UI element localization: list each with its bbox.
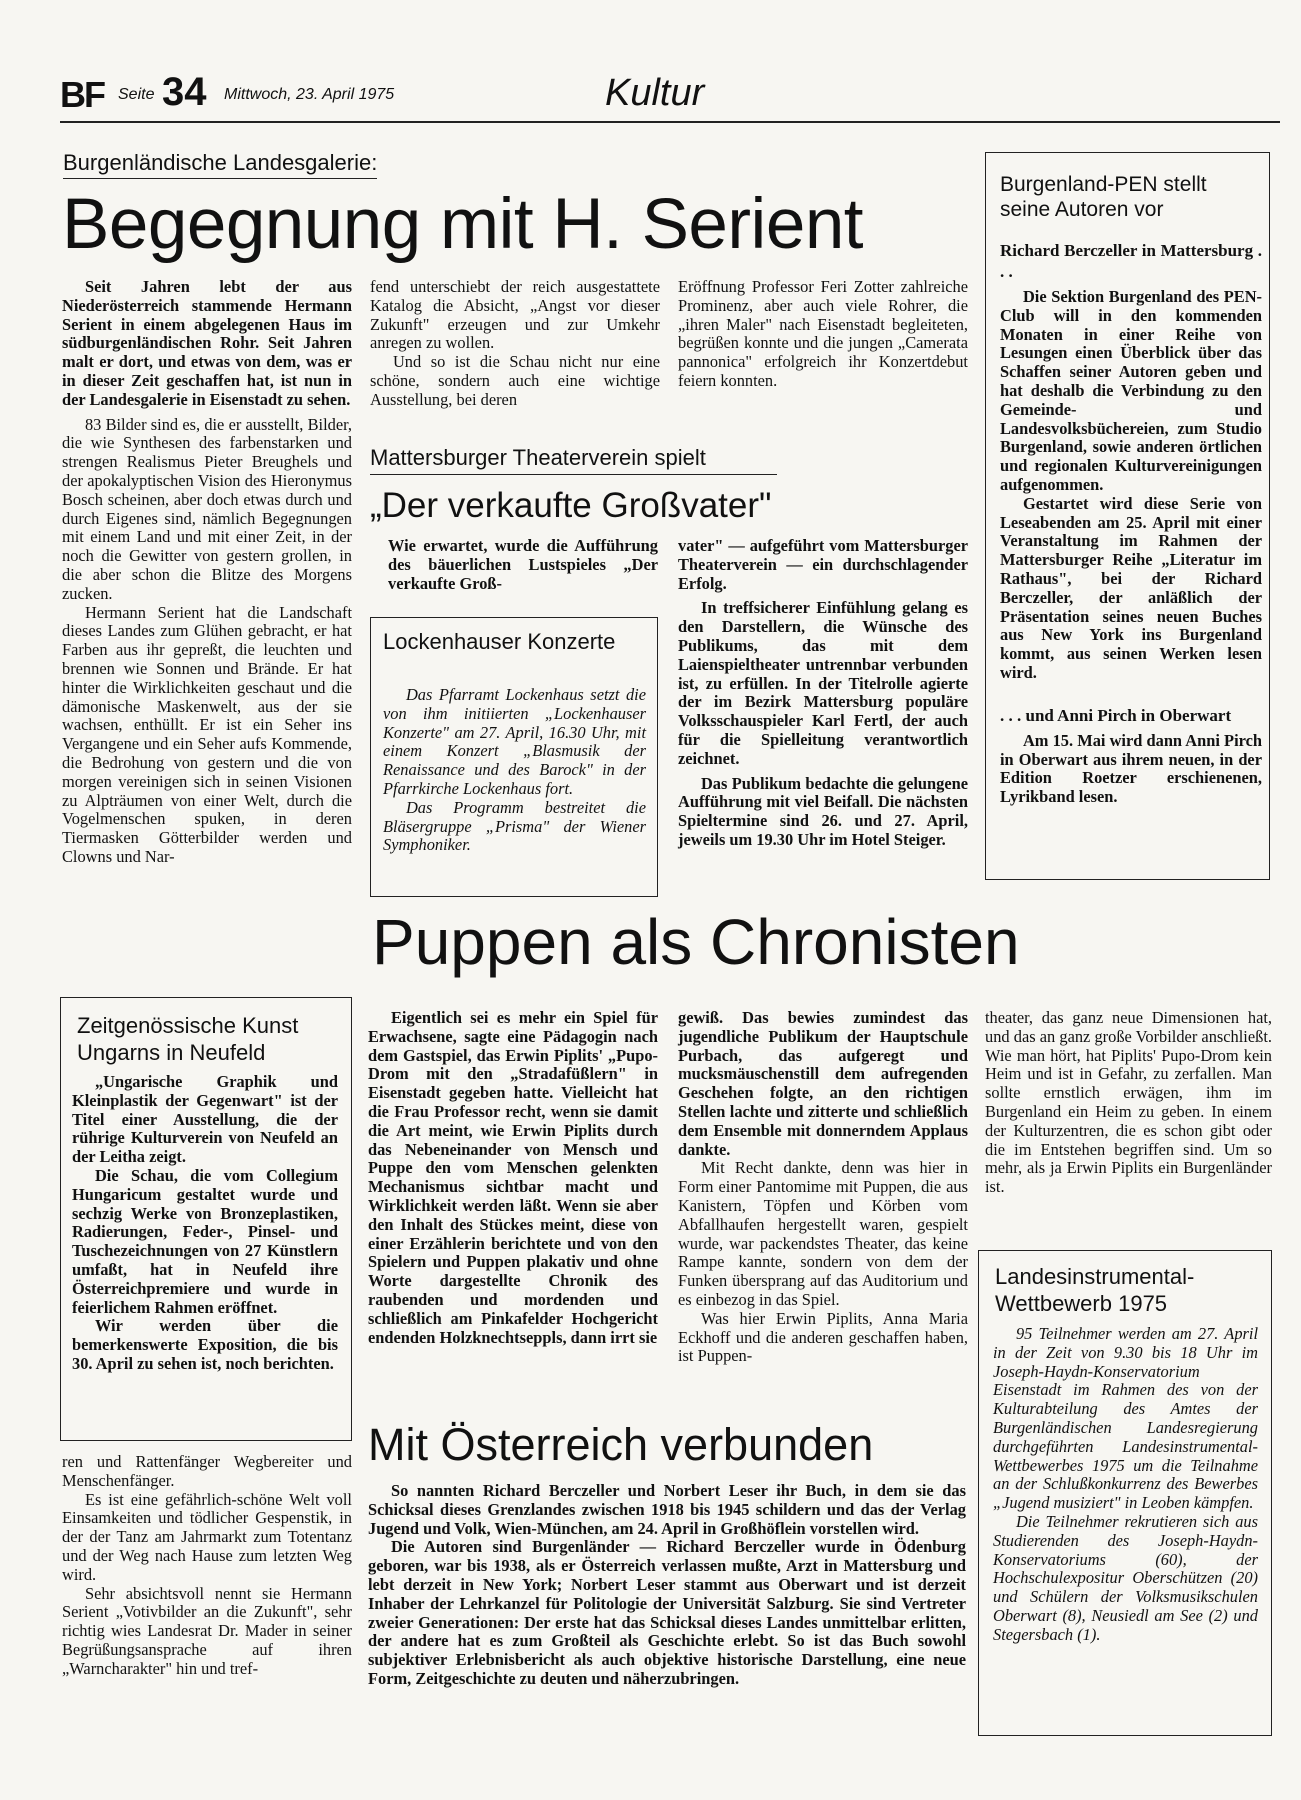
neufeld-body (72, 1073, 338, 1374)
article1-kicker: Burgenländische Landesgalerie: (63, 150, 377, 179)
theater-lead-left (388, 537, 658, 593)
oesterreich-paragraph: Die Autoren sind Burgenländer — Richard Berczeller wurde in Ödenburg geboren, war bis 1938, als er Österreich verlassen mußte, Arzt in Mattersburg und lebt derzeit in New York; Norbert Leser stammt aus Oberwart und ist derzeit Inhaber der Lehrkanzel für Politologie der Universität Salzburg. Sie sind Vertreter zweier Generationen: Der erste hat das Schicksal dieses Landes unmittelbar erlitten, der andere hat es zum Großteil als Geschichte erlebt. So ist das Buch sowohl subjektiver Erlebnisbericht als auch objektive historische Darstellung, eine neue Form, Zeitgeschichte zu deuten und näherzubringen. (368, 1537, 966, 1688)
puppen-col2 (678, 1009, 968, 1366)
article1-col3 (678, 278, 968, 391)
wettbewerb-title: Landesinstrumental-Wettbewerb 1975 (995, 1264, 1195, 1316)
article1-paragraph: Eröffnung Professor Feri Zotter zahlreiche Prominenz, aber auch viele Rohrer, die „ihren Maler" nach Eisenstadt begleiteten, begrüßen konnte und die jungen „Camerata pannonica" erfolgreich ihr Konzertdebut feiern konnten. (678, 277, 968, 390)
puppen-headline: Puppen als Chronisten (372, 906, 1020, 978)
lockenhaus-paragraph: Das Programm bestreitet die Bläsergruppe „Prisma" der Wiener Symphoniker. (383, 797, 646, 855)
neufeld-title: Zeitgenössische Kunst Ungarns in Neufeld (77, 1013, 299, 1065)
section-title: Kultur (605, 72, 705, 114)
lockenhaus-body (383, 686, 646, 855)
oesterreich-paragraph: So nannten Richard Berczeller und Norbert Leser ihr Buch, in dem sie das Schicksal dieses Grenzlandes zwischen 1918 bis 1945 schildern und das der Verlag Jugend und Volk, Wien-München, am 24. April in Großhöflein vorstellen wird. (368, 1481, 966, 1538)
puppen-paragraph: gewiß. Das bewies zumindest das jugendliche Publikum der Hauptschule Purbach, das aufgeregt und mucksmäuschenstill dem aufregenden Geschehen folgte, an den richtigen Stellen lachte und zitterte und schließlich dem Ensemble mit donnerndem Applaus dankte. (678, 1008, 968, 1159)
article1-paragraph: 83 Bilder sind es, die er ausstellt, Bilder, die wie Synthesen des farbenstarken und strengen Realismus Pieter Breughels und der apokalyptischen Vision des Hieronymus Bosch scheinen, aber doch etwas durch und durch Eigenes sind, nämlich Begegnungen mit einem Land und mit einer Zeit, in der noch die Gewitter von gestern grollen, in die aber schon die Blitze des Morgens zucken. (62, 414, 352, 603)
pen-subhead: Richard Berczeller in Mattersburg . . . (1000, 241, 1262, 281)
article1-paragraph: Hermann Serient hat die Landschaft dieses Landes zum Glühen gebracht, er hat Farben aus ihr gepreßt, die leuchten und brennen wie Sonnen und Brände. Er hat hinter die Wirklichkeiten geschaut und die dämonische Maskenwelt, aus der sie wachsen, enthüllt. Er ist ein Seher ins Vergangene und ein Seher aufs Kommende, die Bedrohung von gestern und die von morgen vereinigen sich in seinen Visionen zu Alpträumen von einer Welt, durch die Vogelmenschen spuken, in deren Tiermasken Götterbilder werden und Clowns und Nar- (62, 602, 352, 866)
article1-paragraph: Und so ist die Schau nicht nur eine schöne, sondern auch eine wichtige Ausstellung, bei deren (370, 352, 660, 409)
theater-paragraph: Das Publikum bedachte die gelungene Aufführung mit viel Beifall. Die nächsten Spieltermine sind 26. und 27. April, jeweils um 19.30 Uhr im Hotel Steiger. (678, 773, 968, 849)
theater-paragraph: Wie erwartet, wurde die Aufführung des bäuerlichen Lustspieles „Der verkaufte Groß- (388, 536, 658, 593)
pen-subhead: . . . und Anni Pirch in Oberwart (1000, 705, 1232, 725)
pen-paragraph: Am 15. Mai wird dann Anni Pirch in Oberwart aus ihrem neuen, in der Edition Roetzer erschienenen, Lyrikband lesen. (1000, 730, 1262, 807)
wettbewerb-body (993, 1325, 1258, 1645)
neufeld-paragraph: Die Schau, die vom Collegium Hungaricum gestaltet wurde und sechzig Werke von Bronzeplastiken, Radierungen, Feder-, Pinsel- und Tuschezeichnungen von 27 Künstlern umfaßt, hat in Neufeld ihre Österreichpremiere und wurde in feierlichem Rahmen eröffnet. (72, 1165, 338, 1317)
puppen-paragraph: theater, das ganz neue Dimensionen hat, und das an ganz große Vorbilder anschließt. Wie man hört, hat Piplits' Pupo-Drom kein Heim und ist in Gefahr, zu zerfallen. Man sollte ernstlich erwägen, ihm im Burgenland ein Heim zu geben. In einem der Kulturzentren, die es schon gibt oder die im Entstehen begriffen sind. Um so mehr, als ja Erwin Piplits ein Burgenländer ist. (985, 1008, 1272, 1197)
page-number: 34 (162, 70, 207, 114)
wettbewerb-paragraph: 95 Teilnehmer werden am 27. April in der Zeit von 9.30 bis 18 Uhr im Joseph-Haydn-Konservatorium Eisenstadt im Rahmen des von der Kulturabteilung des Amtes der Burgenländischen Landesregierung durchgeführten Landesinstrumental-Wettbewerbes 1975 um die Teilnahme an der Schlußkonkurrenz des Bewerbes „Jugend musiziert" in Leoben kämpfen. (993, 1324, 1258, 1513)
article1-continued (62, 1453, 352, 1679)
theater-paragraph: In treffsicherer Einfühlung gelang es den Darstellern, die Wünsche des Publikums, das mit dem Laienspieltheater untrennbar verbunden ist, zu erfüllen. In der Titelrolle agierte der im Bezirk Mattersburg populäre Volksschauspieler Karl Fertl, der auch für die Spielleitung verantwortlich zeichnet. (678, 598, 968, 768)
neufeld-paragraph: „Ungarische Graphik und Kleinplastik der Gegenwart" ist der Titel einer Ausstellung, die der rührige Kulturverein von Neufeld an der Leitha zeigt. (72, 1072, 338, 1167)
issue-date: Mittwoch, 23. April 1975 (224, 86, 395, 103)
pen-paragraph: Die Sektion Burgenland des PEN-Club will in den kommenden Monaten in einer Reihe von Lesungen einen Überblick über das Schaffen seiner Autoren geben und hat deshalb die Verbindung zu den Gemeinde- und Landesvolksbüchereien, zum Studio Burgenland, sowie anderen örtlichen und regionalen Kulturvereinigungen aufgenommen. (1000, 287, 1262, 494)
wettbewerb-paragraph: Die Teilnehmer rekrutieren sich aus Studierenden des Joseph-Haydn-Konservatoriums (60), der Hochschulexpositur Oberschützen (20) und Schülern der Volksmusikschulen Oberwart (8), Neusiedl am See (2) und Stegersbach (1). (993, 1511, 1258, 1644)
theater-col2 (678, 537, 968, 850)
oesterreich-body (368, 1482, 966, 1689)
seite-label: Seite (118, 86, 155, 103)
article1-headline: Begegnung mit H. Serient (62, 185, 864, 264)
page-header (60, 70, 1280, 120)
article1-paragraph: fend unterschiebt der reich ausgestattete Katalog die Absicht, „Angst vor dieser Zukunft" erzeugen und zur Umkehr anregen zu wollen. (370, 277, 660, 353)
logo: BF (60, 74, 104, 115)
pen-paragraph: Gestartet wird diese Serie von Leseabenden am 25. April mit einer Veranstaltung im Rahmen der Mattersburger Reihe „Literatur im Rathaus", bei der Richard Berczeller, der anläßlich der Präsentation seines neuen Buches aus New York ins Burgenland kommt, aus seinen Werken lesen wird. (1000, 493, 1262, 682)
puppen-col1 (368, 1009, 658, 1347)
oesterreich-headline: Mit Österreich verbunden (368, 1419, 874, 1470)
theater-paragraph: vater" — aufgeführt vom Mattersburger Theaterverein — ein durchschlagender Erfolg. (678, 536, 968, 593)
article1-paragraph: ren und Rattenfänger Wegbereiter und Menschenfänger. (62, 1452, 352, 1490)
pen-body (1000, 240, 1262, 807)
puppen-paragraph: Was hier Erwin Piplits, Anna Maria Eckhoff und die anderen geschaffen haben, ist Puppen- (678, 1308, 968, 1366)
article1-paragraph: Es ist eine gefährlich-schöne Welt voll Einsamkeiten und tödlicher Gespenstik, in der der Tanz am Jahrmarkt zum Totentanz und der Weg nach Hause zum letzten Weg wird. (62, 1489, 352, 1584)
puppen-paragraph: Eigentlich sei es mehr ein Spiel für Erwachsene, sagte eine Pädagogin nach dem Gastspiel, das Erwin Piplits' „Pupo-Drom mit den „Stradafüßlern" in Eisenstadt gegeben hatte. Vielleicht hat die Frau Professor recht, wenn sie damit die Art meint, wie Erwin Piplits durch das Nebeneinander von Mensch und Puppe den vom Menschen gelenkten Mechanismus sichtbar macht und Wirklichkeit werden läßt. Wenn sie aber den Inhalt des Stückes meint, diese von einer Erzählerin berichtete und von den Spielern und Puppen plakativ und ohne Worte dargestellte Chronik des raubenden und mordenden und schließlich am Pinkafelder Hochgericht endenden Holzknechtseppls, dann irrt sie (368, 1008, 658, 1347)
pen-title: Burgenland-PEN stellt seine Autoren vor (1000, 173, 1207, 221)
lockenhaus-paragraph: Das Pfarramt Lockenhaus setzt die von ihm initiierten „Lockenhauser Konzerte" am 27. April, 16.30 Uhr, mit einem Konzert „Blasmusik der Renaissance und des Barock" in der Pfarrkirche Lockenhaus fort. (383, 685, 646, 798)
article1-col1 (62, 278, 352, 867)
article1-lead: Seit Jahren lebt der aus Niederösterreich stammende Hermann Serient in einem abgelegenen Haus im südburgenländischen Rohr. Seit Jahren malt er dort, und etwas von dem, was er in dieser Zeit geschaffen hat, ist nun in der Landesgalerie in Eisenstadt zu sehen. (62, 277, 352, 409)
theater-kicker: Mattersburger Theaterverein spielt (370, 445, 777, 475)
puppen-col3 (985, 1009, 1272, 1197)
article1-col2 (370, 278, 660, 410)
neufeld-paragraph: Wir werden über die bemerkenswerte Exposition, die bis 30. April zu sehen ist, noch berichten. (72, 1316, 338, 1373)
header-rule (60, 121, 1280, 123)
puppen-paragraph: Mit Recht dankte, denn was hier in Form einer Pantomime mit Puppen, die aus Kanistern, Töpfen und Körben vom Abfallhaufen hergestellt waren, gespielt wurde, war packendstes Theater, das keine Rampe kannte, sondern von dem der Funken übersprang auf das Auditorium und es einbezog in das Spiel. (678, 1158, 968, 1309)
article1-paragraph: Sehr absichtsvoll nennt sie Hermann Serient „Votivbilder an die Zukunft", sehr richtig wies Landesrat Dr. Mader in seiner Begrüßungsansprache auf ihren „Warncharakter" hin und tref- (62, 1583, 352, 1678)
theater-headline: „Der verkaufte Großvater" (370, 486, 772, 525)
lockenhaus-title: Lockenhauser Konzerte (383, 629, 616, 654)
